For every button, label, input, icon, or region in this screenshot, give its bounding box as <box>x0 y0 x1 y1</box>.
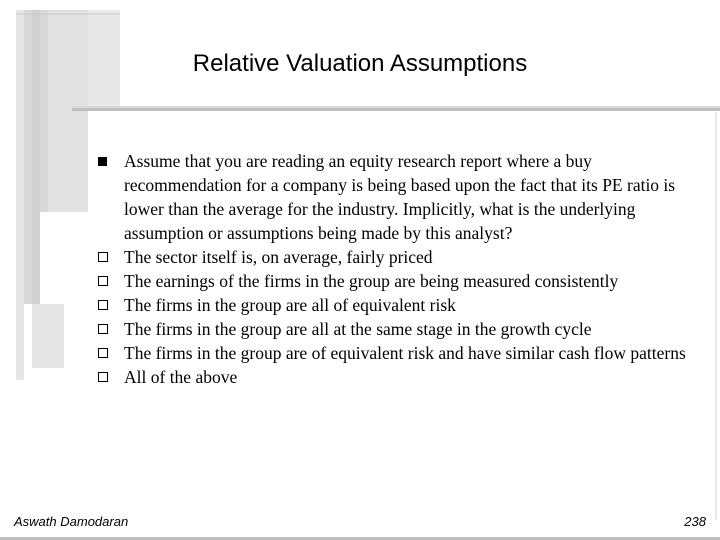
bullet-text: Assume that you are reading an equity research report where a buy recommendation for a company is being based upon the fact that its PE ratio is lower than the average for the industry. Implicitly, what is the underlying assumption or assumptions being made by this analyst? <box>124 151 676 243</box>
bullet-option-growth-stage <box>98 317 698 341</box>
bullet-text: The earnings of the firms in the group are being measured consistently <box>124 271 619 291</box>
bullet-list <box>98 149 698 389</box>
decorative-bar-6 <box>32 304 64 368</box>
bullet-option-risk-cash-flow <box>98 341 698 365</box>
bullet-option-all-of-above <box>98 365 698 389</box>
bullet-text: All of the above <box>124 367 238 387</box>
hollow-square-bullet-icon <box>98 300 108 310</box>
title-rule <box>72 106 720 108</box>
bullet-text: The sector itself is, on average, fairly priced <box>124 247 433 267</box>
bullet-text: The firms in the group are of equivalent risk and have similar cash flow patterns <box>124 343 686 363</box>
footer-author: Aswath Damodaran <box>14 514 129 529</box>
filled-square-bullet-icon <box>98 157 107 166</box>
hollow-square-bullet-icon <box>98 276 108 286</box>
bullet-option-sector-fairly-priced <box>98 245 698 269</box>
slide-title: Relative Valuation Assumptions <box>192 50 528 77</box>
hollow-square-bullet-icon <box>98 348 108 358</box>
hollow-square-bullet-icon <box>98 252 108 262</box>
bullet-text: The firms in the group are all of equivalent risk <box>124 295 456 315</box>
bullet-option-equivalent-risk <box>98 293 698 317</box>
hollow-square-bullet-icon <box>98 372 108 382</box>
decorative-bar-4 <box>40 10 48 212</box>
hollow-square-bullet-icon <box>98 324 108 334</box>
bullet-option-earnings-consistent <box>98 269 698 293</box>
footer-page-number: 238 <box>684 514 706 529</box>
bullet-question <box>98 149 698 245</box>
bullet-text: The firms in the group are all at the same stage in the growth cycle <box>124 319 592 339</box>
title-rule-shadow <box>72 108 720 111</box>
